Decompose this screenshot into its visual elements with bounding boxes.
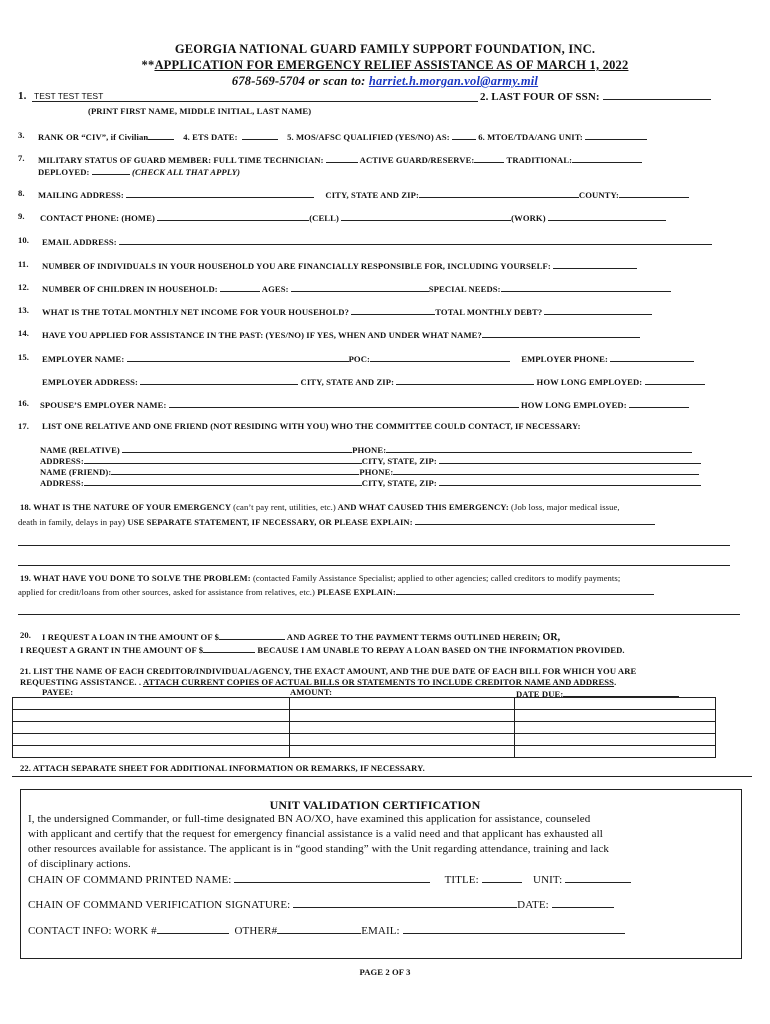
q17-friend-row: NAME (FRIEND): PHONE:: [40, 465, 699, 477]
q19-line-2: applied for credit/loans from other sources, asked for assistance from relatives, etc.) PLEASE EXPLAIN:: [18, 585, 654, 597]
q11-number: 11.: [18, 259, 29, 269]
amount-cell[interactable]: [289, 722, 515, 734]
name-input[interactable]: TEST TEST TEST: [34, 91, 104, 101]
payee-cell[interactable]: [13, 710, 290, 722]
email-link[interactable]: harriet.h.morgan.vol@army.mil: [368, 74, 539, 88]
application-title: [0, 58, 770, 73]
q19-line-1: 19. WHAT HAVE YOU DONE TO SOLVE THE PROBLEM: (contacted Family Assistance Specialist; applied to other agencies; called creditors to modify payments;: [20, 573, 621, 583]
q10-row: EMAIL ADDRESS:: [42, 235, 712, 247]
q18-line-1: 18. WHAT IS THE NATURE OF YOUR EMERGENCY (can’t pay rent, utilities, etc.) AND WHAT CAUSED THIS EMERGENCY: (Job loss, major medical issue,: [20, 502, 620, 512]
validation-text-2: with applicant and certify that the request for emergency financial assistance is a valid need and that applicant has exhausted all: [28, 828, 603, 840]
payee-cell[interactable]: [13, 746, 290, 758]
q20-grant-row: I REQUEST A GRANT IN THE AMOUNT OF $ BECAUSE I AM UNABLE TO REPAY A LOAN BASED ON THE INFORMATION PROVIDED.: [20, 645, 625, 655]
q18-answer-line-1[interactable]: [18, 545, 730, 546]
q13-row: WHAT IS THE TOTAL MONTHLY NET INCOME FOR YOUR HOUSEHOLD? TOTAL MONTHLY DEBT?: [42, 305, 652, 317]
q17-relative-address: ADDRESS: CITY, STATE, ZIP:: [40, 454, 701, 466]
due-cell[interactable]: [515, 746, 716, 758]
q15-number: 15.: [18, 352, 30, 362]
q14-number: 14.: [18, 328, 30, 338]
q11-row: NUMBER OF INDIVIDUALS IN YOUR HOUSEHOLD YOU ARE FINANCIALLY RESPONSIBLE FOR, INCLUDING YOURSELF:: [42, 259, 637, 271]
due-cell[interactable]: [515, 734, 716, 746]
amount-cell[interactable]: [289, 698, 515, 710]
q19-answer-line[interactable]: [18, 614, 740, 615]
q1-number: 1.: [18, 90, 27, 102]
validation-text-4: of disciplinary actions.: [28, 858, 131, 870]
table-row: [13, 710, 716, 722]
validation-text-1: I, the undersigned Commander, or full-time designated BN AO/XO, have examined this application for assistance, counseled: [28, 813, 591, 825]
q17-question: LIST ONE RELATIVE AND ONE FRIEND (NOT RESIDING WITH YOU) WHO THE COMMITTEE COULD CONTACT, IF NECESSARY:: [42, 421, 581, 431]
q17-relative-row: NAME (RELATIVE) PHONE:: [40, 443, 692, 455]
org-title: GEORGIA NATIONAL GUARD FAMILY SUPPORT FOUNDATION, INC.: [174, 42, 596, 56]
col-due: DATE DUE:: [516, 687, 679, 699]
validation-title: UNIT VALIDATION CERTIFICATION: [269, 798, 481, 812]
contact-line: [0, 74, 770, 89]
payee-cell[interactable]: [13, 734, 290, 746]
table-row: [13, 746, 716, 758]
col-payee: PAYEE:: [42, 687, 74, 697]
page-number: PAGE 2 OF 3: [359, 967, 411, 977]
q3-row: RANK OR “CIV”, if Civilian 4. ETS DATE: 5. MOS/AFSC QUALIFIED (YES/NO) AS: 6. MTOE/TDA/ANG UNIT:: [38, 130, 647, 142]
q7-row: MILITARY STATUS OF GUARD MEMBER: FULL TIME TECHNICIAN: ACTIVE GUARD/RESERVE: TRADITIONAL:: [38, 153, 642, 165]
title-prefix: **: [141, 58, 155, 72]
col-amount: AMOUNT:: [290, 687, 333, 697]
q14-row: HAVE YOU APPLIED FOR ASSISTANCE IN THE PAST: (YES/NO) IF YES, WHEN AND UNDER WHAT NAME?: [42, 328, 640, 340]
q21-line-2: REQUESTING ASSISTANCE. . ATTACH CURRENT COPIES OF ACTUAL BILLS OR STATEMENTS TO INCLUDE CREDITOR NAME AND ADDRESS.: [20, 677, 617, 687]
q13-number: 13.: [18, 305, 30, 315]
payee-cell[interactable]: [13, 722, 290, 734]
due-cell[interactable]: [515, 698, 716, 710]
q18-line-2: death in family, delays in pay) USE SEPARATE STATEMENT, IF NECESSARY, OR PLEASE EXPLAIN:: [18, 515, 655, 527]
q17-number: 17.: [18, 421, 30, 431]
amount-cell[interactable]: [289, 734, 515, 746]
amount-cell[interactable]: [289, 746, 515, 758]
table-row: [13, 698, 716, 710]
q3-number: 3.: [18, 130, 25, 140]
name-line: [32, 101, 478, 102]
q12-number: 12.: [18, 282, 30, 292]
name-hint: (PRINT FIRST NAME, MIDDLE INITIAL, LAST NAME): [88, 106, 312, 116]
q15-row-1: EMPLOYER NAME: POC: EMPLOYER PHONE:: [42, 352, 694, 364]
creditor-table: [12, 697, 716, 758]
q20-loan-row: I REQUEST A LOAN IN THE AMOUNT OF $ AND AGREE TO THE PAYMENT TERMS OUTLINED HEREIN; OR,: [42, 632, 561, 643]
q15-row-2: EMPLOYER ADDRESS: CITY, STATE AND ZIP: HOW LONG EMPLOYED:: [42, 375, 705, 387]
q2-label: 2. LAST FOUR OF SSN:: [480, 90, 711, 103]
title-main: APPLICATION FOR EMERGENCY RELIEF ASSISTANCE AS OF MARCH 1, 2022: [154, 58, 629, 72]
q9-row: CONTACT PHONE: (HOME) (CELL) (WORK): [40, 211, 666, 223]
q16-number: 16.: [18, 398, 30, 408]
q16-row: SPOUSE’S EMPLOYER NAME: HOW LONG EMPLOYED:: [40, 398, 689, 410]
q8-number: 8.: [18, 188, 25, 198]
coc-name-row: CHAIN OF COMMAND PRINTED NAME: TITLE: UNIT:: [28, 873, 631, 886]
q22: 22. ATTACH SEPARATE SHEET FOR ADDITIONAL INFORMATION OR REMARKS, IF NECESSARY.: [20, 763, 425, 773]
q9-number: 9.: [18, 211, 25, 221]
q12-row: NUMBER OF CHILDREN IN HOUSEHOLD: AGES: SPECIAL NEEDS:: [42, 282, 671, 294]
q7-number: 7.: [18, 153, 25, 163]
q18-answer-line-2[interactable]: [18, 565, 730, 566]
validation-text-3: other resources available for assistance. The applicant is in “good standing” with the Unit regarding attendance, training and lack: [28, 843, 610, 855]
amount-cell[interactable]: [289, 710, 515, 722]
q8-row: MAILING ADDRESS: CITY, STATE AND ZIP: COUNTY:: [38, 188, 689, 200]
phone-text: 678-569-5704 or scan to:: [231, 74, 369, 88]
table-row: [13, 734, 716, 746]
section-divider: [12, 776, 752, 777]
payee-cell[interactable]: [13, 698, 290, 710]
due-cell[interactable]: [515, 722, 716, 734]
q21-line-1: 21. LIST THE NAME OF EACH CREDITOR/INDIVIDUAL/AGENCY, THE EXACT AMOUNT, AND THE DUE DATE OF EACH BILL FOR WHICH YOU ARE: [20, 666, 637, 676]
q7-deployed: DEPLOYED: (CHECK ALL THAT APPLY): [38, 167, 241, 177]
contact-info-row: CONTACT INFO: WORK # OTHER# EMAIL:: [28, 924, 625, 937]
q20-number: 20.: [20, 630, 32, 640]
table-row: [13, 722, 716, 734]
coc-signature-row: CHAIN OF COMMAND VERIFICATION SIGNATURE: DATE:: [28, 898, 614, 911]
due-cell[interactable]: [515, 710, 716, 722]
q10-number: 10.: [18, 235, 30, 245]
q17-friend-address: ADDRESS: CITY, STATE, ZIP:: [40, 476, 701, 488]
